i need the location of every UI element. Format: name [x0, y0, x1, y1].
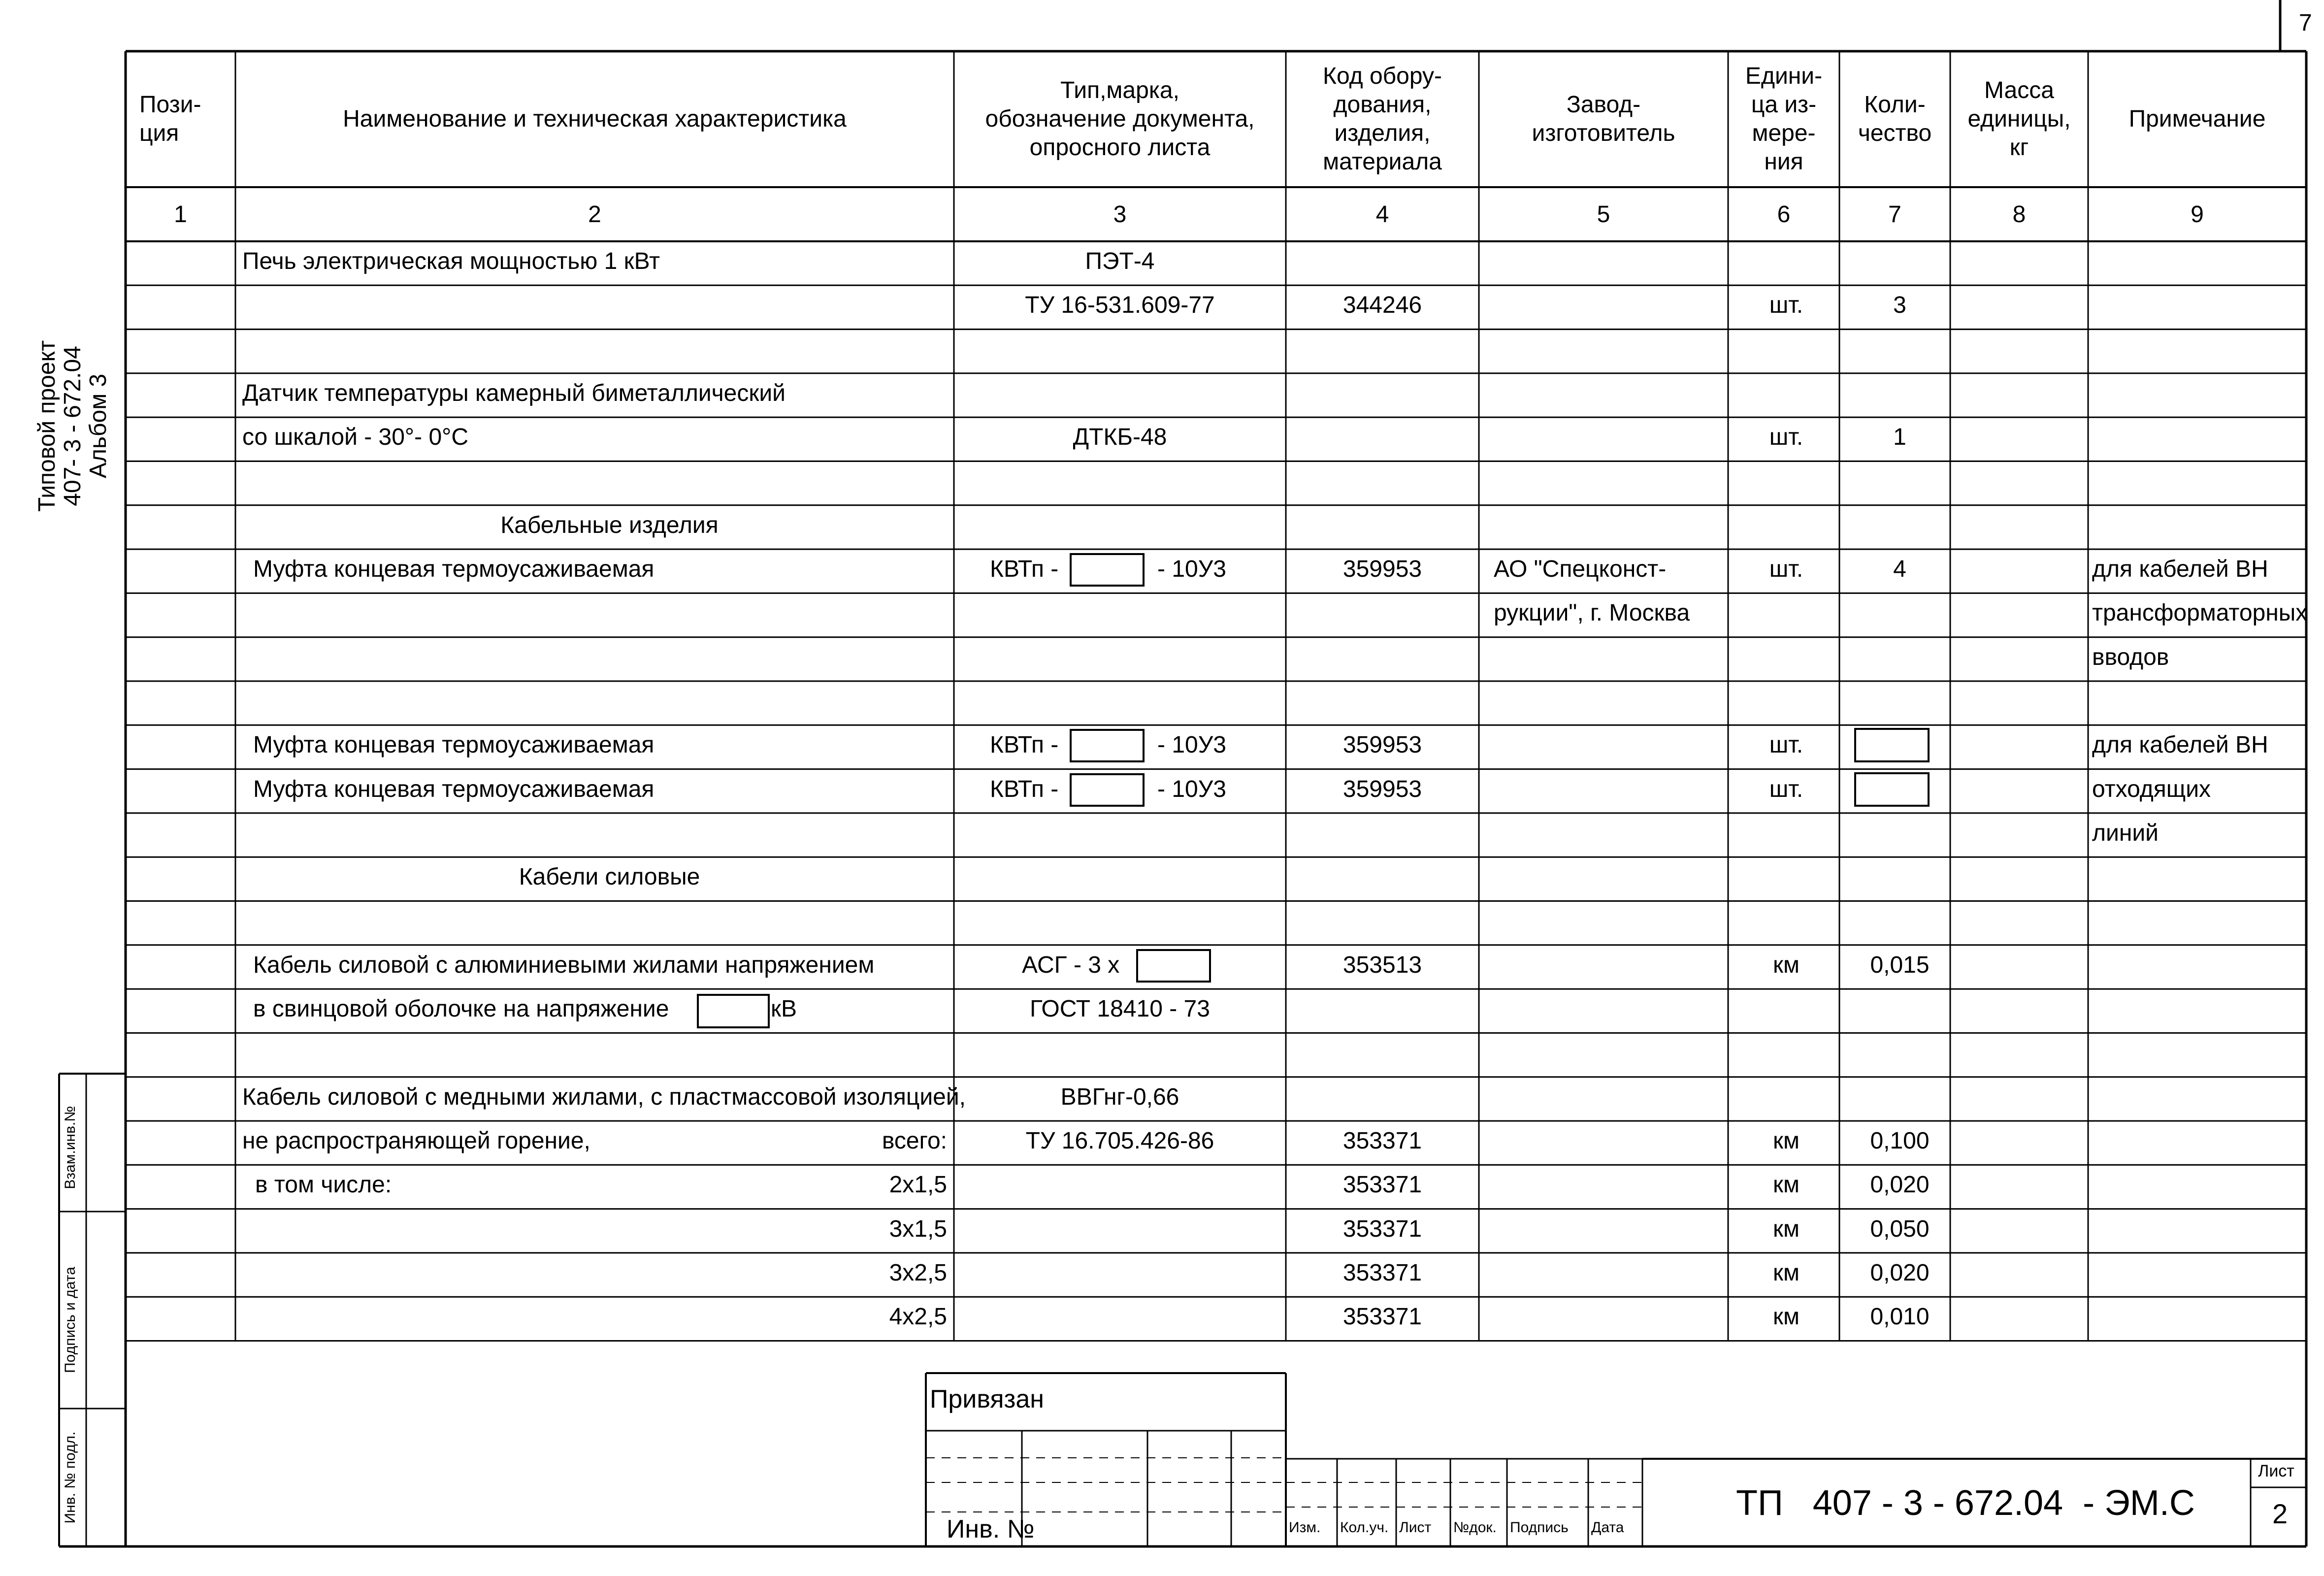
stamp-signature-date: Подпись и дата — [62, 1267, 78, 1373]
item-code: 353371 — [1342, 1172, 1422, 1198]
item-qty: 1 — [1893, 424, 1906, 451]
item-name-unit: кВ — [771, 996, 797, 1022]
item-code: 353513 — [1342, 952, 1422, 978]
type-blank — [1070, 553, 1145, 587]
item-qty: 3 — [1893, 292, 1906, 319]
qty-blank — [1854, 772, 1930, 807]
item-name: Кабель силовой с медными жилами, с пластмассовой изоляцией, — [242, 1084, 966, 1110]
item-type: ТУ 16.705.426-86 — [1025, 1128, 1214, 1154]
item-qty: 4 — [1893, 556, 1906, 583]
item-type: ВВГнг-0,66 — [1060, 1084, 1179, 1110]
item-type-suffix: - 10У3 — [1157, 732, 1226, 758]
item-type: ТУ 16-531.609-77 — [1025, 292, 1215, 319]
item-unit: шт. — [1769, 424, 1803, 451]
item-unit: км — [1773, 952, 1800, 978]
item-type: ДТКБ-48 — [1073, 424, 1167, 451]
section-title: Кабельные изделия — [500, 512, 719, 538]
column-number: 7 — [1888, 201, 1901, 228]
item-subname: 2х1,5 — [889, 1172, 947, 1198]
item-note: трансформаторных — [2092, 600, 2308, 626]
column-number: 1 — [174, 201, 187, 228]
item-note: отходящих — [2092, 776, 2211, 802]
column-number: 8 — [2012, 201, 2026, 228]
side-title: Типовой проект 407- 3 - 672.04 Альбом 3 — [34, 340, 111, 512]
item-unit: шт. — [1769, 732, 1803, 758]
item-unit: шт. — [1769, 292, 1803, 319]
item-maker: рукции", г. Москва — [1494, 600, 1690, 626]
item-type: АСГ - 3 х — [1022, 952, 1120, 978]
column-number: 6 — [1777, 201, 1791, 228]
section-title: Кабели силовые — [519, 864, 700, 890]
inv-no-label: Инв. № — [947, 1515, 1035, 1543]
column-header: Примечание — [2128, 106, 2266, 132]
item-name: Кабель силовой с алюминиевыми жилами напряжением — [253, 952, 875, 978]
column-header: Наименование и техническая характеристика — [343, 106, 847, 132]
type-blank — [1070, 773, 1145, 807]
column-number: 3 — [1113, 201, 1127, 228]
column-header: Код обору- дования, изделия, материала — [1323, 63, 1442, 175]
revision-col-label: Подпись — [1510, 1519, 1569, 1536]
item-unit: км — [1773, 1215, 1800, 1242]
column-header: Коли- чество — [1858, 92, 1932, 146]
item-unit: шт. — [1769, 776, 1803, 802]
item-code: 353371 — [1342, 1215, 1422, 1242]
item-qty: 0,020 — [1870, 1172, 1930, 1198]
column-header: Масса единицы, кг — [1967, 77, 2071, 161]
item-name: со шкалой - 30°- 0°С — [242, 424, 468, 451]
item-note: для кабелей ВН — [2092, 732, 2268, 758]
item-subname: 3х2,5 — [889, 1259, 947, 1286]
item-name: в том числе: — [255, 1172, 392, 1198]
item-name: Муфта концевая термоусаживаемая — [253, 556, 655, 583]
revision-col-label: Дата — [1591, 1519, 1624, 1536]
document-code: ТП 407 - 3 - 672.04 - ЭМ.С — [1736, 1483, 2195, 1523]
item-unit: км — [1773, 1259, 1800, 1286]
item-code: 353371 — [1342, 1259, 1422, 1286]
item-type: КВТп - — [990, 776, 1059, 802]
item-name: в свинцовой оболочке на напряжение — [253, 996, 669, 1022]
item-code: 353371 — [1342, 1304, 1422, 1330]
page-number: 7 — [2299, 10, 2312, 36]
item-code: 359953 — [1342, 776, 1422, 802]
item-type: ГОСТ 18410 - 73 — [1030, 996, 1210, 1022]
column-header: Едини- ца из- мере- ния — [1745, 63, 1823, 175]
item-code: 359953 — [1342, 556, 1422, 583]
item-type: КВТп - — [990, 732, 1059, 758]
sheet-number: 2 — [2272, 1498, 2288, 1529]
revision-col-label: Изм. — [1289, 1519, 1321, 1536]
item-qty: 0,020 — [1870, 1259, 1930, 1286]
revision-col-label: Кол.уч. — [1340, 1519, 1389, 1536]
item-type: ПЭТ-4 — [1085, 248, 1155, 274]
item-name: не распространяющей горение, — [242, 1128, 590, 1154]
type-blank — [1070, 729, 1145, 762]
column-number: 9 — [2191, 201, 2204, 228]
item-qty: 0,100 — [1870, 1128, 1930, 1154]
item-unit: км — [1773, 1172, 1800, 1198]
qty-blank — [1854, 728, 1930, 762]
voltage-blank — [697, 994, 770, 1028]
item-qty: 0,050 — [1870, 1215, 1930, 1242]
item-unit: км — [1773, 1304, 1800, 1330]
item-note: вводов — [2092, 644, 2169, 670]
item-subname: 3х1,5 — [889, 1215, 947, 1242]
sheet-label: Лист — [2258, 1462, 2294, 1480]
revision-col-label: Лист — [1399, 1519, 1432, 1536]
column-number: 2 — [588, 201, 601, 228]
item-qty: 0,010 — [1870, 1304, 1930, 1330]
item-name: Печь электрическая мощностью 1 кВт — [242, 248, 660, 274]
type-blank — [1136, 949, 1211, 983]
item-code: 359953 — [1342, 732, 1422, 758]
item-qty: 0,015 — [1870, 952, 1930, 978]
item-subname: всего: — [882, 1128, 947, 1154]
item-subname: 4х2,5 — [889, 1304, 947, 1330]
item-type-suffix: - 10У3 — [1157, 776, 1226, 802]
item-maker: АО "Спецконст- — [1494, 556, 1667, 583]
item-unit: шт. — [1769, 556, 1803, 583]
item-name: Муфта концевая термоусаживаемая — [253, 732, 655, 758]
item-code: 353371 — [1342, 1128, 1422, 1154]
item-name: Муфта концевая термоусаживаемая — [253, 776, 655, 802]
column-header: Завод- изготовитель — [1532, 92, 1675, 146]
column-header: Пози- ция — [139, 92, 201, 146]
column-number: 5 — [1597, 201, 1610, 228]
item-type-suffix: - 10У3 — [1157, 556, 1226, 583]
item-type: КВТп - — [990, 556, 1059, 583]
column-header: Тип,марка, обозначение документа, опросного листа — [985, 77, 1255, 161]
stamp-inv-podl: Инв. № подл. — [62, 1431, 78, 1524]
stamp-vzam: Взам.инв.№ — [62, 1106, 78, 1189]
item-code: 344246 — [1342, 292, 1422, 319]
privyazan-label: Привязан — [930, 1385, 1045, 1413]
revision-col-label: №док. — [1453, 1519, 1497, 1536]
item-name: Датчик температуры камерный биметаллический — [242, 380, 786, 406]
item-note: для кабелей ВН — [2092, 556, 2268, 583]
item-unit: км — [1773, 1128, 1800, 1154]
column-number: 4 — [1375, 201, 1389, 228]
item-note: линий — [2092, 820, 2159, 846]
